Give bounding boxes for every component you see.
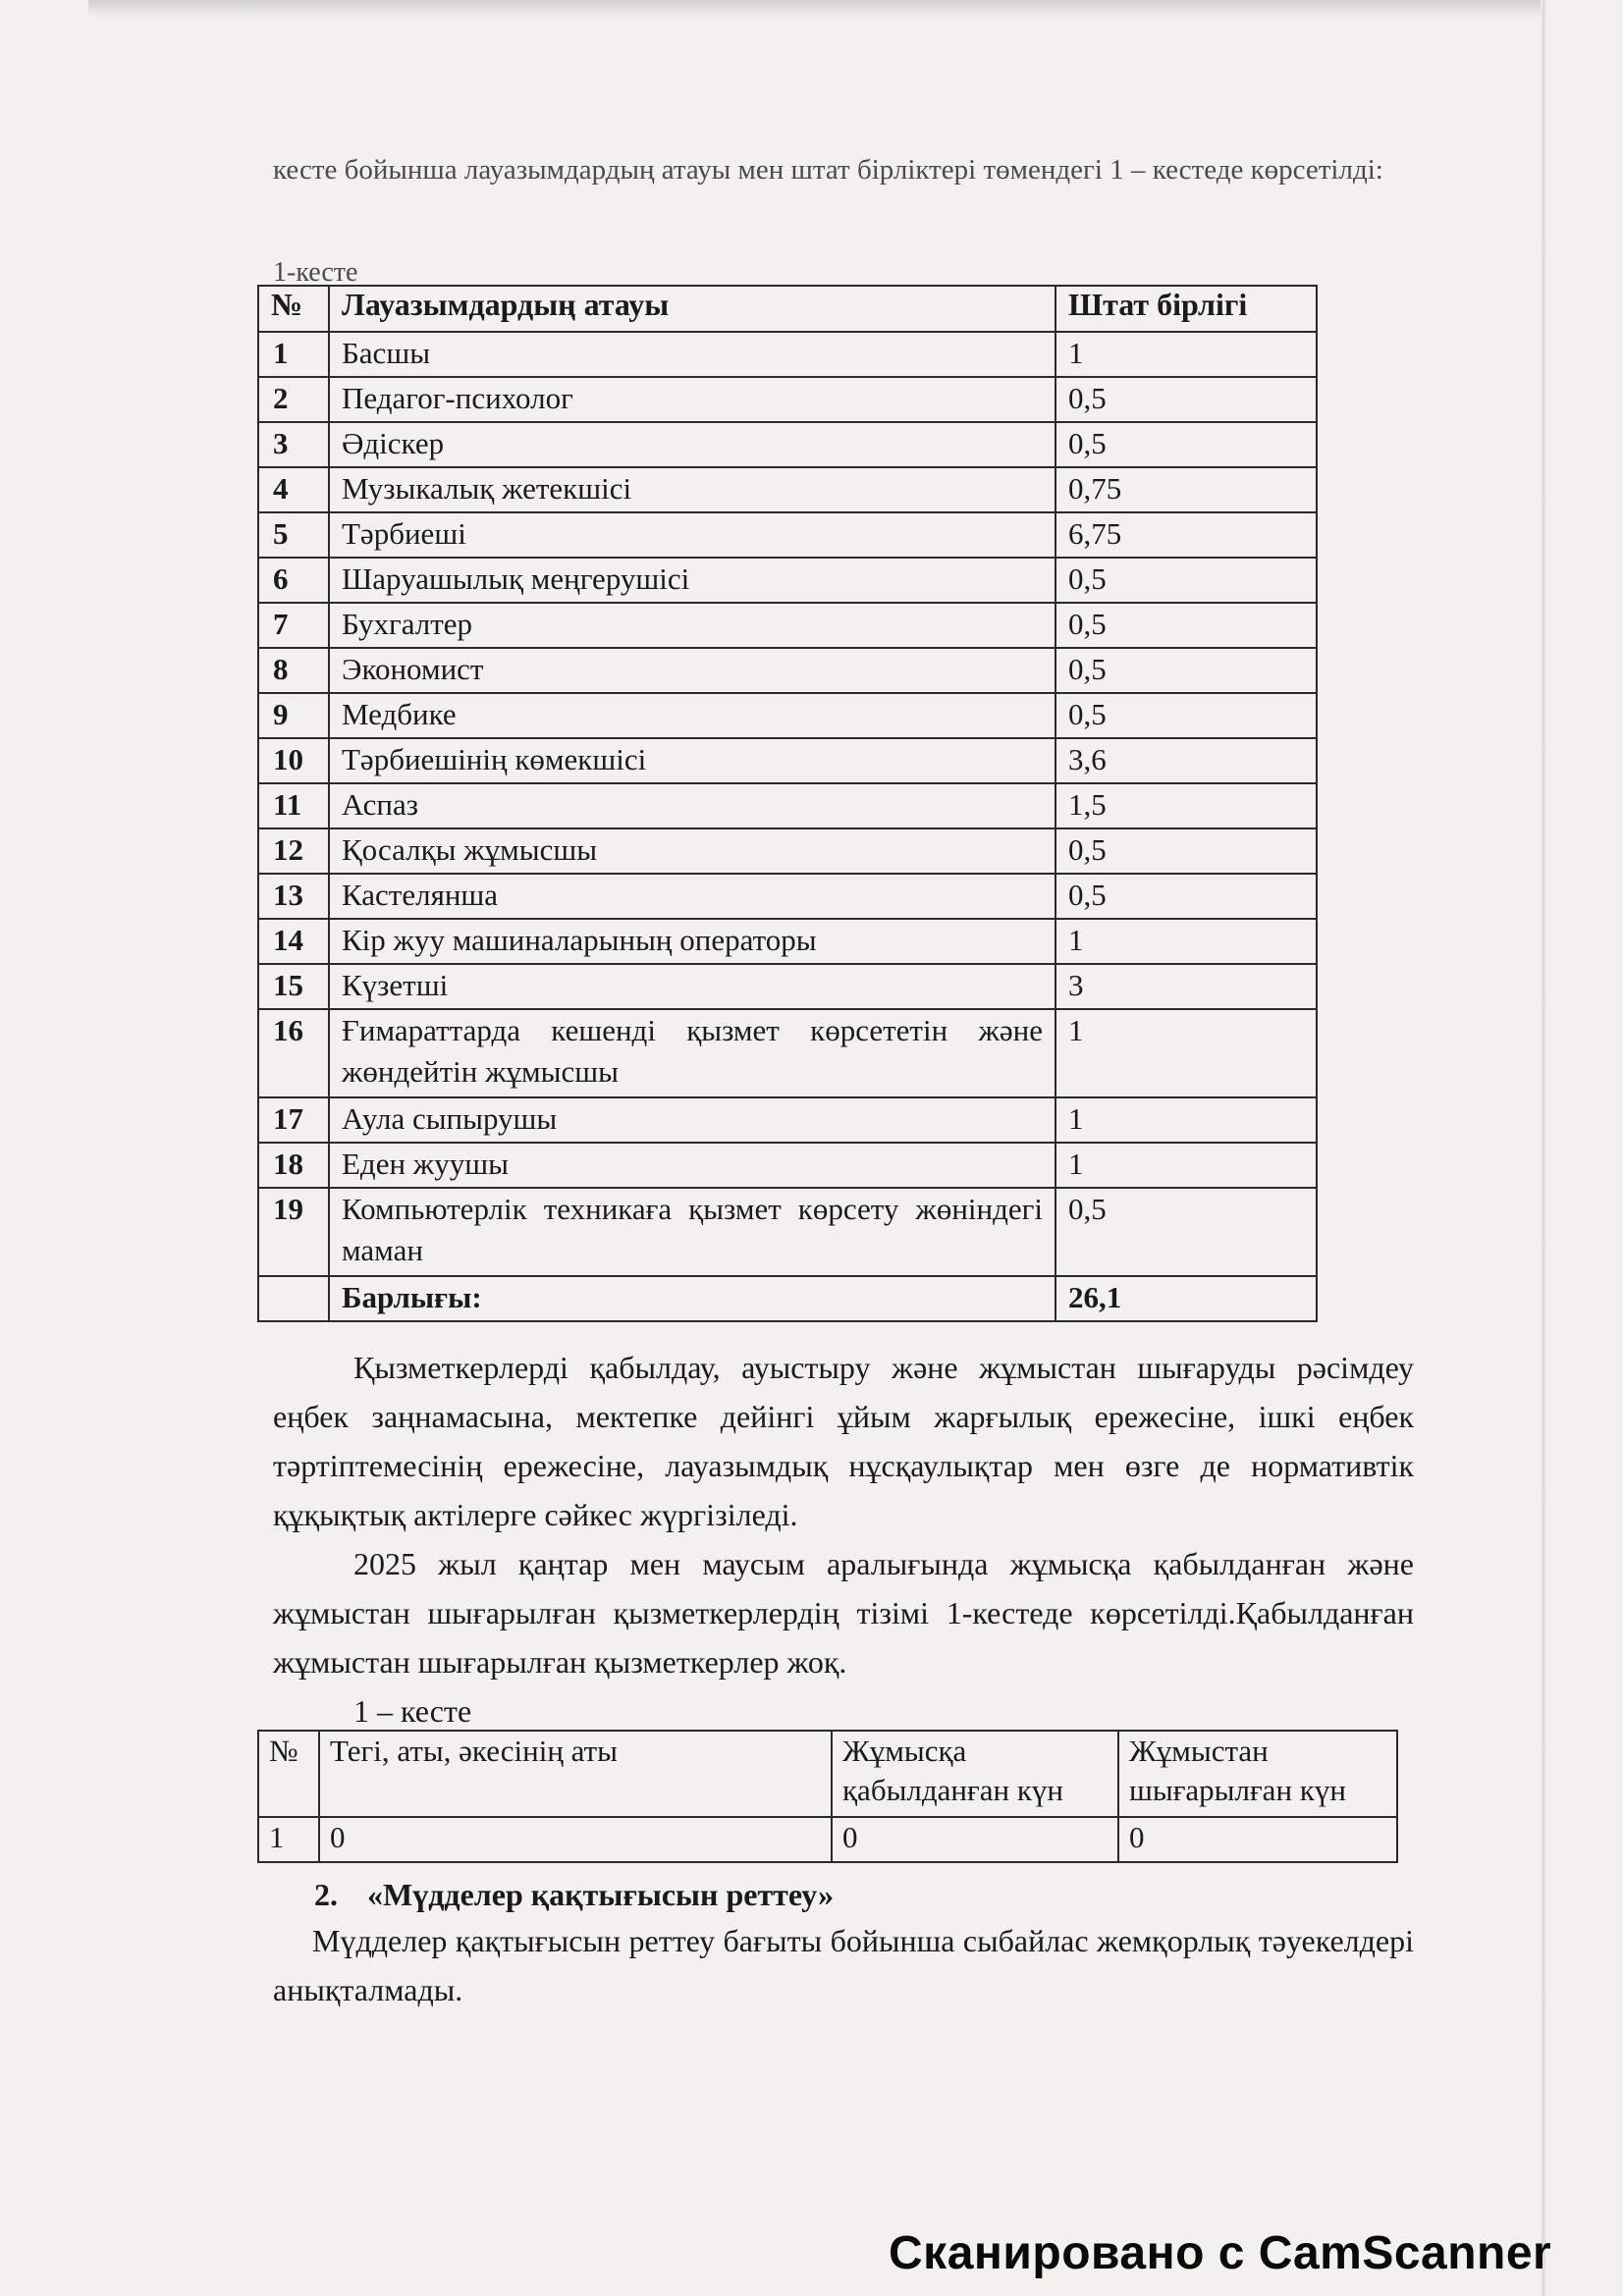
table1-cell-no: 6	[258, 558, 329, 603]
table1-row	[258, 1097, 1317, 1143]
table1-cell-name: Аспаз	[329, 783, 1055, 828]
table1-row	[258, 512, 1317, 558]
section2-title: «Мүдделер қақтығысын реттеу»	[367, 1877, 835, 1912]
scan-right-edge	[1541, 0, 1546, 2296]
table2-header-name: Тегі, аты, әкесінің аты	[319, 1731, 832, 1817]
table1-row	[258, 964, 1317, 1009]
table1-cell-units: 0,5	[1055, 422, 1317, 467]
table1-cell-no: 11	[258, 783, 329, 828]
table1-cell-no: 2	[258, 377, 329, 422]
table1-total-empty	[258, 1276, 329, 1321]
table1-header-no: №	[258, 286, 329, 332]
table1-cell-units: 0,5	[1055, 648, 1317, 693]
table2-cell-hired: 0	[832, 1817, 1118, 1862]
table1-cell-name: Компьютерлік техникаға қызмет көрсету жөніндегі маман	[329, 1188, 1055, 1276]
table1-row	[258, 1143, 1317, 1188]
table1-row	[258, 693, 1317, 738]
table2-header-dismissed: Жұмыстан шығарылған күн	[1118, 1731, 1397, 1817]
table1-cell-units: 1	[1055, 919, 1317, 964]
table1-cell-no: 9	[258, 693, 329, 738]
table1-cell-name: Медбике	[329, 693, 1055, 738]
table1-cell-name: Басшы	[329, 332, 1055, 377]
table1-cell-units: 0,5	[1055, 828, 1317, 874]
table1-cell-units: 0,5	[1055, 693, 1317, 738]
table1-cell-no: 7	[258, 603, 329, 648]
table1-row	[258, 1009, 1317, 1097]
table2-cell-dismissed: 0	[1118, 1817, 1397, 1862]
table1-cell-name: Шаруашылық меңгерушісі	[329, 558, 1055, 603]
table1-header-name: Лауазымдардың атауы	[329, 286, 1055, 332]
table1-cell-units: 6,75	[1055, 512, 1317, 558]
table1-cell-name: Күзетші	[329, 964, 1055, 1009]
table1-row	[258, 919, 1317, 964]
table1-cell-units: 0,5	[1055, 874, 1317, 919]
table1-header-units: Штат бірлігі	[1055, 286, 1317, 332]
table1-cell-name: Бухгалтер	[329, 603, 1055, 648]
table1-row	[258, 467, 1317, 512]
table1-cell-name: Ғимараттарда кешенді қызмет көрсететін және жөндейтін жұмысшы	[329, 1009, 1055, 1097]
table1-cell-name: Педагог-психолог	[329, 377, 1055, 422]
table1-cell-name: Еден жуушы	[329, 1143, 1055, 1188]
table1-row	[258, 603, 1317, 648]
table1-cell-name: Тәрбиешінің көмекшісі	[329, 738, 1055, 783]
table1-cell-name: Қосалқы жұмысшы	[329, 828, 1055, 874]
section2-heading	[314, 1877, 834, 1913]
table1-cell-no: 16	[258, 1009, 329, 1097]
table1-row	[258, 1188, 1317, 1276]
table1-cell-no: 19	[258, 1188, 329, 1276]
table2-row	[258, 1817, 1397, 1862]
table1-cell-units: 3	[1055, 964, 1317, 1009]
table1-row	[258, 738, 1317, 783]
table1-cell-units: 3,6	[1055, 738, 1317, 783]
table1-row	[258, 558, 1317, 603]
table1-row	[258, 783, 1317, 828]
table1-cell-name: Кастелянша	[329, 874, 1055, 919]
table1-cell-units: 0,5	[1055, 377, 1317, 422]
table1-cell-no: 12	[258, 828, 329, 874]
table2-body	[258, 1817, 1397, 1862]
table1-cell-no: 8	[258, 648, 329, 693]
table2-header-hired: Жұмысқа қабылданған күн	[832, 1731, 1118, 1817]
table1-cell-units: 1	[1055, 1009, 1317, 1097]
table1-cell-units: 0,5	[1055, 1188, 1317, 1276]
table1-cell-no: 5	[258, 512, 329, 558]
table2-caption: 1 – кесте	[353, 1693, 472, 1729]
table1-cell-name: Аула сыпырушы	[329, 1097, 1055, 1143]
table1-cell-name: Музыкалық жетекшісі	[329, 467, 1055, 512]
table1-cell-no: 13	[258, 874, 329, 919]
table1-cell-units: 0,75	[1055, 467, 1317, 512]
table1-row	[258, 648, 1317, 693]
section2-number: 2.	[314, 1877, 338, 1912]
table2-header-row	[258, 1731, 1397, 1817]
table1-cell-no: 18	[258, 1143, 329, 1188]
table1-cell-units: 1	[1055, 1143, 1317, 1188]
camscanner-watermark: Сканировано с CamScanner	[889, 2227, 1552, 2279]
table1-cell-no: 3	[258, 422, 329, 467]
section2-text: Мүдделер қақтығысын реттеу бағыты бойынша сыбайлас жемқорлық тәуекелдері анықталмады.	[273, 1923, 1414, 2007]
scan-top-edge	[88, 0, 1542, 18]
table1-total-row	[258, 1276, 1317, 1321]
table1-cell-no: 15	[258, 964, 329, 1009]
paragraph-hiring-rules: Қызметкерлерді қабылдау, ауыстыру және жұмыстан шығаруды рәсімдеу еңбек заңнамасына, мектепке дейінгі ұйым жарғылық ережесіне, ішкі еңбек тәртіптемесінің ережесіне, лауазымдық нұсқаулықтар мен өзге де нормативтік құқықтық актілерге сәйкес жүргізіледі.	[273, 1350, 1414, 1532]
table1-header-row	[258, 286, 1317, 332]
table1-row	[258, 332, 1317, 377]
table1-cell-no: 17	[258, 1097, 329, 1143]
table1-row	[258, 828, 1317, 874]
table1-total-value: 26,1	[1055, 1276, 1317, 1321]
staff-units-table	[257, 285, 1318, 1322]
table1-cell-units: 1	[1055, 332, 1317, 377]
table1-row	[258, 377, 1317, 422]
table1-row	[258, 874, 1317, 919]
table2-header-no: №	[258, 1731, 319, 1817]
table1-cell-no: 1	[258, 332, 329, 377]
table1-cell-no: 14	[258, 919, 329, 964]
table1-cell-name: Кір жуу машиналарының операторы	[329, 919, 1055, 964]
table1-cell-units: 1,5	[1055, 783, 1317, 828]
table1-cell-no: 10	[258, 738, 329, 783]
paragraph-hiring-list: 2025 жыл қаңтар мен маусым аралығында жұмысқа қабылданған және жұмыстан шығарылған қызметкерлердің тізімі 1-кестеде көрсетілді.Қабылданған жұмыстан шығарылған қызметкерлер жоқ.	[273, 1546, 1414, 1680]
table1-cell-units: 1	[1055, 1097, 1317, 1143]
table1-body	[258, 332, 1317, 1276]
table1-total-label: Барлығы:	[329, 1276, 1055, 1321]
table2-cell-name: 0	[319, 1817, 832, 1862]
table1-cell-no: 4	[258, 467, 329, 512]
table1-cell-units: 0,5	[1055, 603, 1317, 648]
table2-cell-no: 1	[258, 1817, 319, 1862]
table1-cell-name: Экономист	[329, 648, 1055, 693]
table1-cell-name: Тәрбиеші	[329, 512, 1055, 558]
intro-text: кесте бойынша лауазымдардың атауы мен штат бірліктері төмендегі 1 – кестеде көрсетілді:	[273, 154, 1383, 186]
table1-cell-units: 0,5	[1055, 558, 1317, 603]
table1-cell-name: Әдіскер	[329, 422, 1055, 467]
table1-row	[258, 422, 1317, 467]
table1-caption: 1-кесте	[273, 257, 358, 288]
hired-dismissed-table	[257, 1730, 1398, 1863]
